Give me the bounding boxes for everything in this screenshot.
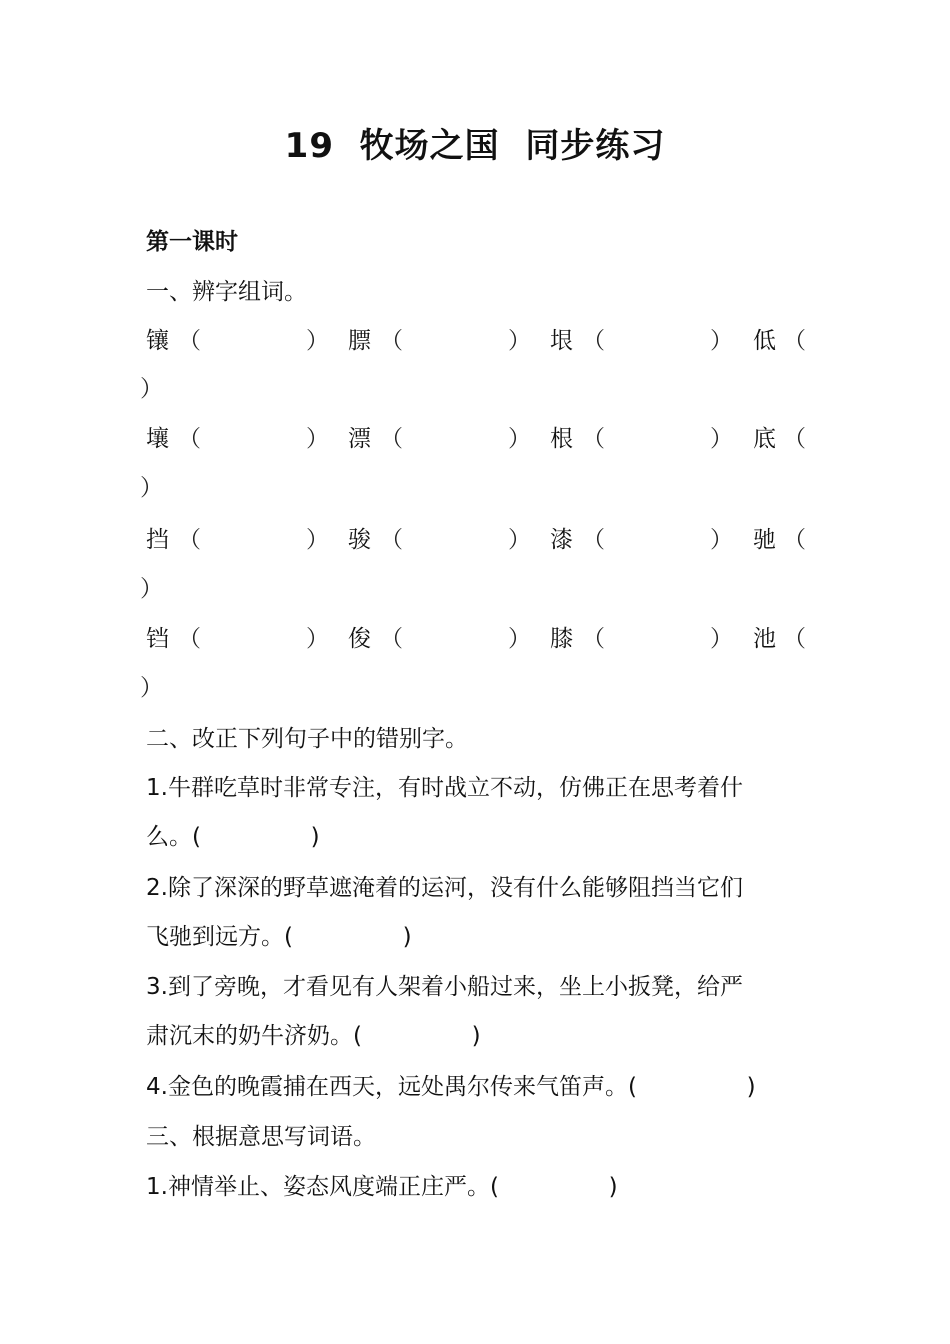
lesson-heading: 第一课时 xyxy=(146,229,238,255)
close-paren: ） xyxy=(710,426,733,452)
open-paren: （ xyxy=(380,626,403,652)
char-cell: 挡 xyxy=(146,527,169,553)
char-cell: 膝 xyxy=(550,626,573,652)
char-cell: 壤 xyxy=(146,426,169,452)
section2-heading: 二、改正下列句子中的错别字。 xyxy=(146,726,468,752)
char-cell: 俊 xyxy=(348,626,371,652)
char-cell: 底 xyxy=(753,426,776,452)
char-cell: 垠 xyxy=(550,328,573,354)
open-paren: （ xyxy=(582,328,605,354)
open-paren: （ xyxy=(178,527,201,553)
close-paren: ） xyxy=(710,328,733,354)
exercise-line: 肃沉末的奶牛济奶。( ) xyxy=(146,1023,481,1049)
close-paren: ） xyxy=(306,626,329,652)
open-paren: （ xyxy=(783,626,806,652)
section1-heading: 一、辨字组词。 xyxy=(146,279,307,305)
exercise-line: 飞驰到远方。( ) xyxy=(146,924,412,950)
char-cell: 根 xyxy=(550,426,573,452)
open-paren: （ xyxy=(582,426,605,452)
close-paren: ） xyxy=(710,626,733,652)
close-paren: ） xyxy=(140,475,163,501)
char-cell: 漆 xyxy=(550,527,573,553)
char-cell: 池 xyxy=(753,626,776,652)
open-paren: （ xyxy=(178,626,201,652)
open-paren: （ xyxy=(582,527,605,553)
open-paren: （ xyxy=(178,426,201,452)
close-paren: ） xyxy=(140,675,163,701)
close-paren: ） xyxy=(140,576,163,602)
exercise-line: 3.到了旁晚，才看见有人架着小船过来，坐上小扳凳，给严 xyxy=(146,974,743,1000)
char-cell: 铛 xyxy=(146,626,169,652)
open-paren: （ xyxy=(783,426,806,452)
close-paren: ） xyxy=(508,626,531,652)
close-paren: ） xyxy=(508,426,531,452)
char-cell: 镶 xyxy=(146,328,169,354)
close-paren: ） xyxy=(508,527,531,553)
close-paren: ） xyxy=(140,376,163,402)
exercise-line: 么。( ) xyxy=(146,824,320,850)
open-paren: （ xyxy=(783,328,806,354)
exercise-line: 1.神情举止、姿态风度端正庄严。( ) xyxy=(146,1174,618,1200)
open-paren: （ xyxy=(380,426,403,452)
open-paren: （ xyxy=(582,626,605,652)
char-cell: 膘 xyxy=(348,328,371,354)
open-paren: （ xyxy=(380,527,403,553)
char-cell: 漂 xyxy=(348,426,371,452)
char-cell: 低 xyxy=(753,328,776,354)
close-paren: ） xyxy=(306,426,329,452)
exercise-line: 2.除了深深的野草遮淹着的运河，没有什么能够阻挡当它们 xyxy=(146,875,743,901)
page-title: 19 牧场之国 同步练习 xyxy=(284,126,666,166)
close-paren: ） xyxy=(508,328,531,354)
open-paren: （ xyxy=(783,527,806,553)
exercise-line: 4.金色的晚霞捕在西天，远处禺尔传来气笛声。( ) xyxy=(146,1074,756,1100)
char-cell: 骏 xyxy=(348,527,371,553)
open-paren: （ xyxy=(380,328,403,354)
exercise-line: 1.牛群吃草时非常专注，有时战立不动，仿佛正在思考着什 xyxy=(146,775,743,801)
open-paren: （ xyxy=(178,328,201,354)
close-paren: ） xyxy=(306,527,329,553)
char-cell: 驰 xyxy=(753,527,776,553)
close-paren: ） xyxy=(306,328,329,354)
section3-heading: 三、根据意思写词语。 xyxy=(146,1124,376,1150)
close-paren: ） xyxy=(710,527,733,553)
